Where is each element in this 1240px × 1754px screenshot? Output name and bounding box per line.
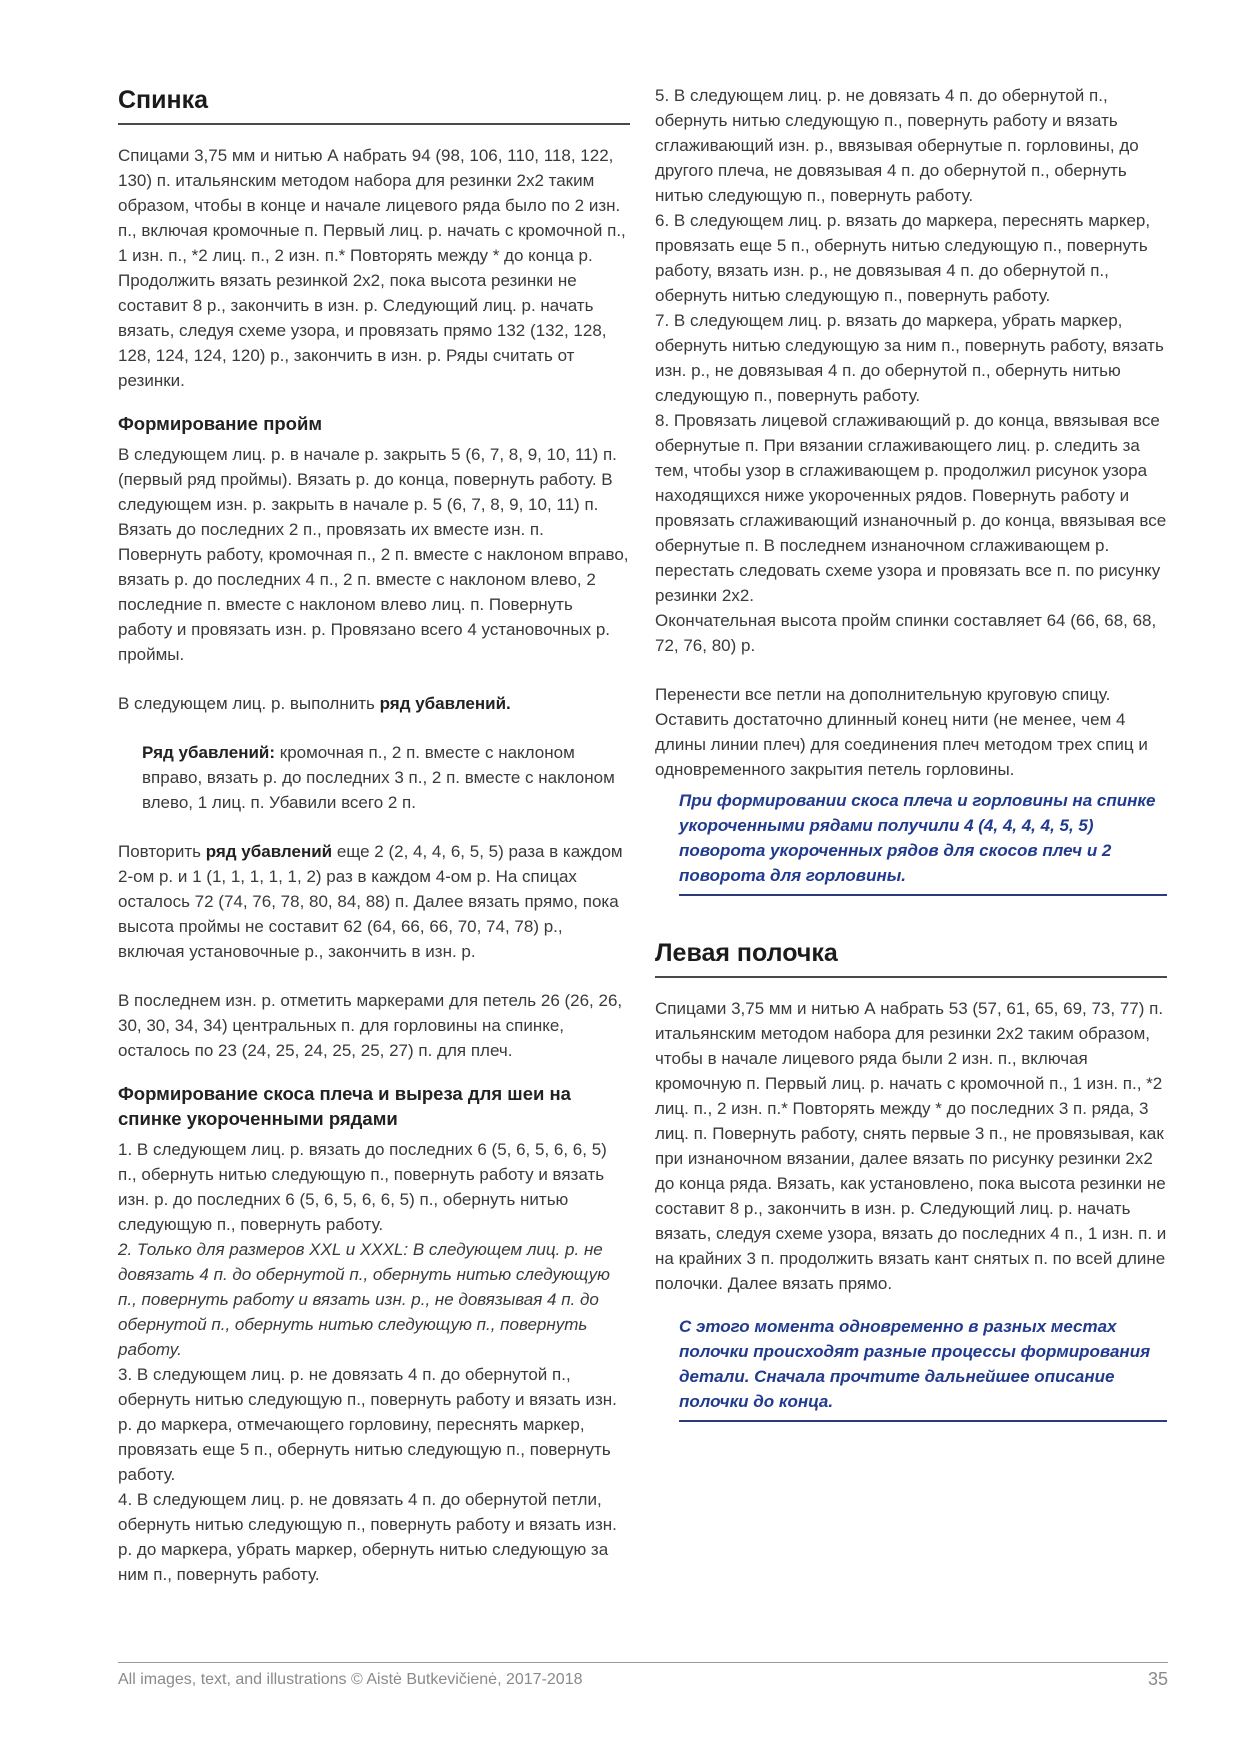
section-title-back: Спинка xyxy=(118,83,630,125)
paragraph-final-height: Окончательная высота пройм спинки составляет 64 (66, 68, 68, 72, 76, 80) р. xyxy=(655,611,1157,655)
note-simultaneous xyxy=(679,1314,1167,1422)
note-short-rows-text: При формировании скоса плеча и горловины на спинке укороченными рядами получили 4 (4, 4, 4, 4, 5, 5) поворота укороченных рядов для скосов плеч и 2 поворота для горловины. xyxy=(679,791,1156,885)
left-column xyxy=(118,83,630,1587)
page-number: 35 xyxy=(1147,1669,1168,1689)
paragraph-armholes: В следующем лиц. р. в начале р. закрыть 5 (6, 7, 8, 9, 10, 11) п. (первый ряд проймы). Вязать р. до конца, повернуть работу. В следующем изн. р. закрыть в начале р. 5 (6, 7, 8, 9, 10, 11) п. Вязать до последних 2 п., провязать их вместе изн. п. Повернуть работу, кромочная п., 2 п. вместе с наклоном вправо, вязать р. до последних 4 п., 2 п. вместе с наклоном влево, 2 последние п. вместе с наклоном влево лиц. п. Повернуть работу и провязать изн. р. Провязано всего 4 установочных р. проймы. xyxy=(118,445,629,664)
paragraph-cast-on: Спицами 3,75 мм и нитью А набрать 94 (98, 106, 110, 118, 122, 130) п. итальянским методом набора для резинки 2х2 таким образом, чтобы в конце и начале лицевого ряда было по 2 изн. п., включая кромочные п. Первый лиц. р. начать с кромочной п., 1 изн. п., *2 лиц. п., 2 изн. п.* Повторять между * до конца р. Продолжить вязать резинкой 2х2, пока высота резинки не составит 8 р., закончить в изн. р. Следующий лиц. р. начать вязать, следуя схеме узора, и провязать прямо 132 (132, 128, 128, 124, 124, 120) р., закончить в изн. р. Ряды считать от резинки. xyxy=(118,146,626,390)
step-7: 7. В следующем лиц. р. вязать до маркера, убрать маркер, обернуть нитью следующую за ним п., повернуть работу, вязать изн. р., не довязывая 4 п. до обернутой п., обернуть нитью следующую п., повернуть работу. xyxy=(655,311,1164,405)
page-footer xyxy=(118,1662,1168,1689)
step-6: 6. В следующем лиц. р. вязать до маркера, переснять маркер, провязать еще 5 п., обернуть нитью следующую п., повернуть работу, вязать изн. р., не довязывая 4 п. до обернутой п., обернуть нитью следующую п., повернуть работу. xyxy=(655,211,1151,305)
step-3: 3. В следующем лиц. р. не довязать 4 п. до обернутой п., обернуть нитью следующую п., повернуть работу и вязать изн. р. до маркера, отмечающего горловину, переснять маркер, провязать еще 5 п., обернуть нитью следующую п., повернуть работу. xyxy=(118,1365,617,1484)
paragraph-decrease-row: Ряд убавлений: кромочная п., 2 п. вместе с наклоном вправо, вязать р. до последних 3 п., 2 п. вместе с наклоном влево, 1 лиц. п. Убавили всего 2 п. xyxy=(142,743,615,812)
step-8: 8. Провязать лицевой сглаживающий р. до конца, ввязывая все обернутые п. При вязании сглаживающего лиц. р. следить за тем, чтобы узор в сглаживающем р. продолжил рисунок узора находящихся ниже укороченных рядов. Повернуть работу и провязать сглаживающий изнаночный р. до конца, ввязывая все обернутые п. В последнем изнаночном сглаживающем р. перестать следовать схеме узора и провязать все п. по рисунку резинки 2х2. xyxy=(655,411,1167,605)
paragraph-next-row: В следующем лиц. р. выполнить ряд убавлений. xyxy=(118,694,511,713)
subtitle-armholes: Формирование пройм xyxy=(118,413,323,434)
paragraph-markers: В последнем изн. р. отметить маркерами для петель 26 (26, 26, 30, 30, 34, 34) центральных п. для горловины на спинке, осталось по 23 (24, 25, 24, 25, 25, 27) п. для плеч. xyxy=(118,991,623,1060)
step-4: 4. В следующем лиц. р. не довязать 4 п. до обернутой петли, обернуть нитью следующую п., повернуть работу и вязать изн. р. до маркера, убрать маркер, обернуть нитью следующую за ним п., повернуть работу. xyxy=(118,1490,617,1584)
step-2: 2. Только для размеров XXL и XXXL: В следующем лиц. р. не довязать 4 п. до обернутой п., обернуть нитью следующую п., повернуть работу и вязать изн. р., не довязывая 4 п. до обернутой п., обернуть нитью следующую п., повернуть работу. xyxy=(118,1240,610,1359)
copyright-text: All images, text, and illustrations © Aistė Butkevičienė, 2017-2018 xyxy=(118,1671,583,1688)
step-1: 1. В следующем лиц. р. вязать до последних 6 (5, 6, 5, 6, 6, 5) п., обернуть нитью следующую п., повернуть работу и вязать изн. р. до последних 6 (5, 6, 5, 6, 6, 5) п., обернуть нитью следующую п., повернуть работу. xyxy=(118,1140,607,1234)
right-column xyxy=(655,83,1167,1422)
section-title-left-front: Левая полочка xyxy=(655,936,1167,978)
subtitle-shoulder-neck: Формирование скоса плеча и выреза для шеи на спинке укороченными рядами xyxy=(118,1083,571,1129)
note-short-rows xyxy=(679,788,1167,896)
paragraph-left-front-cast-on: Спицами 3,75 мм и нитью А набрать 53 (57, 61, 65, 69, 73, 77) п. итальянским методом набора для резинки 2х2 таким образом, чтобы в начале лицевого ряда были 2 изн. п., включая кромочную п. Первый лиц. р. начать с кромочной п., 1 изн. п., *2 лиц. п., 2 изн. п.* Повторять между * до последних 3 п. ряда, 3 лиц. п. Повернуть работу, снять первые 3 п., не провязывая, как при изнаночном вязании, далее вязать по рисунку резинки 2х2 до конца ряда. Вязать, как установлено, пока высота резинки не составит 8 р., закончить в изн. р. Следующий лиц. р. начать вязать, следуя схеме узора, вязать до последних 4 п., 1 изн. п. и на крайних 3 п. продолжить вязать кант снятых п. по всей длине полочки. Далее вязать прямо. xyxy=(655,999,1167,1293)
paragraph-repeat-decrease: Повторить ряд убавлений еще 2 (2, 4, 4, 6, 5, 5) раза в каждом 2-ом р. и 1 (1, 1, 1, 1, 1, 2) раз в каждом 4-ом р. На спицах осталось 72 (74, 76, 78, 80, 84, 88) п. Далее вязать прямо, пока высота проймы не составит 62 (64, 66, 66, 70, 74, 78) р., включая установочные р., закончить в изн. р. xyxy=(118,842,623,961)
step-5: 5. В следующем лиц. р. не довязать 4 п. до обернутой п., обернуть нитью следующую п., повернуть работу и вязать сглаживающий изн. р., ввязывая обернутые п. горловины, до другого плеча, не довязывая 4 п. до обернутой п., обернуть нитью следующую п., повернуть работу. xyxy=(655,86,1139,205)
note-simultaneous-text: С этого момента одновременно в разных местах полочки происходят разные процессы формирования детали. Сначала прочтите дальнейшее описание полочки до конца. xyxy=(679,1317,1151,1411)
paragraph-transfer-stitches: Перенести все петли на дополнительную круговую спицу. Оставить достаточно длинный конец нити (не менее, чем 4 длины линии плеч) для соединения плеч методом трех спиц и одновременного закрытия петель горловины. xyxy=(655,685,1148,779)
